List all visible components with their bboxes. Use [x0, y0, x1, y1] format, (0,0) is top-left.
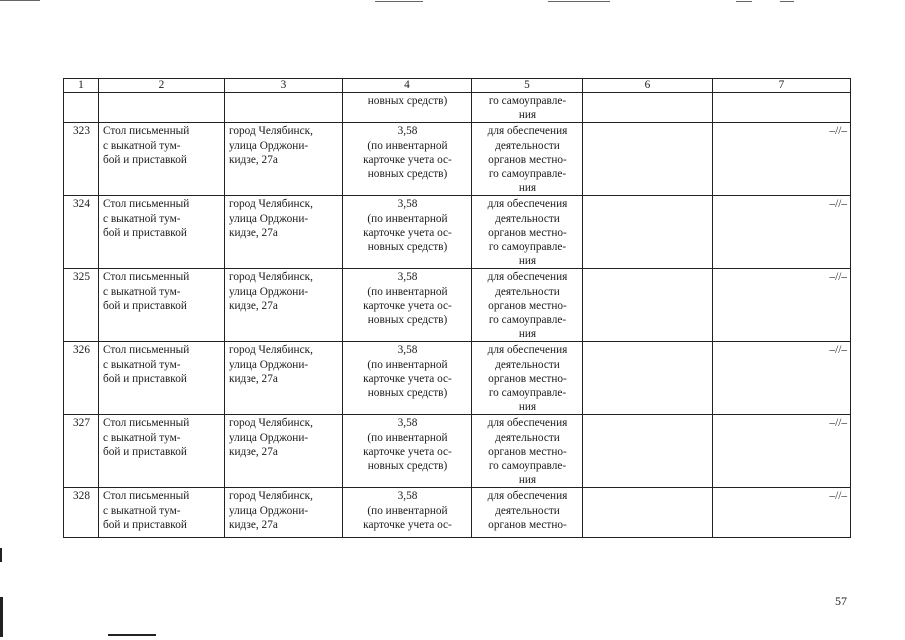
- cell-line: для обеспечения: [487, 417, 568, 430]
- cell-col6: [583, 269, 713, 342]
- cell-col7: –//–: [713, 342, 851, 415]
- cell-line: ния: [518, 401, 537, 414]
- cell-name: [99, 269, 225, 342]
- cell-col7: [713, 93, 851, 123]
- cell-line: карточке учета ос-: [363, 299, 452, 312]
- cell-line: бой и приставкой: [103, 226, 187, 239]
- cell-number: 326: [64, 342, 99, 415]
- cell-line: 3,58: [397, 490, 418, 503]
- table-row: [64, 269, 851, 342]
- cell-line: (по инвентарной: [367, 431, 448, 444]
- column-header: 2: [99, 79, 225, 93]
- cell-col7: –//–: [713, 415, 851, 488]
- cell-line: карточке учета ос-: [363, 372, 452, 385]
- cell-line: новных средств): [367, 460, 448, 473]
- cell-line: кидзе, 27а: [229, 226, 278, 239]
- cell-col6: [583, 93, 713, 123]
- cell-line: (по инвентарной: [367, 285, 448, 298]
- cell-line: город Челябинск,: [229, 271, 313, 284]
- cell-name: [99, 93, 225, 123]
- cell-name: [99, 342, 225, 415]
- cell-line: Стол письменный: [103, 490, 190, 503]
- scan-artifact-line: [780, 1, 794, 2]
- cell-name: [99, 415, 225, 488]
- cell-line: бой и приставкой: [103, 518, 187, 531]
- cell-address: [225, 269, 343, 342]
- cell-line: карточке учета ос-: [363, 445, 452, 458]
- cell-line: 3,58: [397, 344, 418, 357]
- cell-line: (по инвентарной: [367, 504, 448, 517]
- cell-line: с выкатной тум-: [103, 431, 181, 444]
- cell-line: с выкатной тум-: [103, 358, 181, 371]
- cell-line: с выкатной тум-: [103, 212, 181, 225]
- scan-edge-mark: [0, 597, 3, 637]
- cell-line: (по инвентарной: [367, 358, 448, 371]
- cell-line: 3,58: [397, 271, 418, 284]
- cell-line: для обеспечения: [487, 125, 568, 138]
- cell-purpose: [472, 123, 583, 196]
- cell-purpose: [472, 415, 583, 488]
- cell-line: город Челябинск,: [229, 490, 313, 503]
- column-header: 3: [225, 79, 343, 93]
- cell-line: ния: [518, 255, 537, 268]
- cell-line: улица Орджони-: [229, 212, 309, 225]
- cell-line: ния: [518, 328, 537, 341]
- table-row: [64, 342, 851, 415]
- cell-col7: –//–: [713, 488, 851, 538]
- cell-line: с выкатной тум-: [103, 504, 181, 517]
- table-row: [64, 415, 851, 488]
- cell-purpose: [472, 269, 583, 342]
- table-row: [64, 123, 851, 196]
- scan-edge-mark: [0, 548, 2, 562]
- cell-number: 323: [64, 123, 99, 196]
- column-header: 6: [583, 79, 713, 93]
- cell-number: 327: [64, 415, 99, 488]
- cell-line: Стол письменный: [103, 344, 190, 357]
- cell-line: Стол письменный: [103, 198, 190, 211]
- cell-number: 325: [64, 269, 99, 342]
- cell-line: город Челябинск,: [229, 125, 313, 138]
- cell-line: го самоуправле-: [488, 460, 567, 473]
- table-row: [64, 196, 851, 269]
- cell-line: ния: [518, 474, 537, 487]
- cell-line: деятельности: [495, 285, 560, 298]
- column-header: 4: [343, 79, 472, 93]
- cell-line: улица Орджони-: [229, 431, 309, 444]
- cell-value: [343, 123, 472, 196]
- cell-line: бой и приставкой: [103, 372, 187, 385]
- cell-line: деятельности: [495, 504, 560, 517]
- cell-line: кидзе, 27а: [229, 445, 278, 458]
- cell-line: органов местно-: [488, 518, 567, 531]
- cell-address: [225, 93, 343, 123]
- scan-artifact-line: [548, 1, 610, 2]
- cell-line: (по инвентарной: [367, 139, 448, 152]
- cell-line: карточке учета ос-: [363, 153, 452, 166]
- cell-line: 3,58: [397, 125, 418, 138]
- cell-col6: [583, 123, 713, 196]
- cell-number: 324: [64, 196, 99, 269]
- cell-line: бой и приставкой: [103, 153, 187, 166]
- cell-line: город Челябинск,: [229, 344, 313, 357]
- cell-line: бой и приставкой: [103, 445, 187, 458]
- cell-line: новных средств): [367, 314, 448, 327]
- cell-value: [343, 488, 472, 538]
- cell-line: карточке учета ос-: [363, 518, 452, 531]
- cell-value: [343, 342, 472, 415]
- cell-line: с выкатной тум-: [103, 285, 181, 298]
- cell-line: новных средств): [367, 387, 448, 400]
- cell-col7: –//–: [713, 269, 851, 342]
- column-header: 1: [64, 79, 99, 93]
- cell-purpose: [472, 196, 583, 269]
- cell-line: го самоуправле-: [488, 241, 567, 254]
- cell-line: органов местно-: [488, 372, 567, 385]
- cell-line: органов местно-: [488, 226, 567, 239]
- scan-artifact-line: [736, 1, 752, 2]
- cell-value: [343, 93, 472, 123]
- cell-line: город Челябинск,: [229, 417, 313, 430]
- cell-col7: –//–: [713, 196, 851, 269]
- cell-line: органов местно-: [488, 445, 567, 458]
- cell-line: Стол письменный: [103, 417, 190, 430]
- cell-address: [225, 196, 343, 269]
- cell-line: го самоуправле-: [488, 387, 567, 400]
- cell-line: улица Орджони-: [229, 358, 309, 371]
- column-header: 5: [472, 79, 583, 93]
- cell-address: [225, 488, 343, 538]
- cell-col6: [583, 415, 713, 488]
- cell-line: с выкатной тум-: [103, 139, 181, 152]
- column-header: 7: [713, 79, 851, 93]
- cell-line: для обеспечения: [487, 271, 568, 284]
- cell-line: кидзе, 27а: [229, 299, 278, 312]
- cell-purpose: [472, 342, 583, 415]
- cell-purpose: [472, 488, 583, 538]
- page-number: 57: [835, 594, 847, 608]
- cell-line: для обеспечения: [487, 198, 568, 211]
- scan-edge-mark: [108, 634, 156, 636]
- cell-line: бой и приставкой: [103, 299, 187, 312]
- cell-line: улица Орджони-: [229, 139, 309, 152]
- table-header-row: [64, 79, 851, 93]
- cell-line: ния: [518, 182, 537, 195]
- cell-line: органов местно-: [488, 153, 567, 166]
- cell-line: улица Орджони-: [229, 504, 309, 517]
- scan-artifact-line: [375, 1, 423, 2]
- table-row-continuation: [64, 93, 851, 123]
- cell-line: го самоуправле-: [488, 95, 567, 107]
- cell-address: [225, 415, 343, 488]
- cell-line: кидзе, 27а: [229, 518, 278, 531]
- cell-value: [343, 415, 472, 488]
- scan-artifact-line: [0, 0, 40, 1]
- cell-line: новных средств): [367, 95, 448, 107]
- cell-col6: [583, 342, 713, 415]
- cell-line: 3,58: [397, 198, 418, 211]
- cell-line: деятельности: [495, 212, 560, 225]
- cell-purpose: [472, 93, 583, 123]
- cell-line: кидзе, 27а: [229, 153, 278, 166]
- cell-line: город Челябинск,: [229, 198, 313, 211]
- cell-line: для обеспечения: [487, 344, 568, 357]
- cell-line: деятельности: [495, 431, 560, 444]
- cell-line: ния: [518, 109, 537, 122]
- cell-name: [99, 488, 225, 538]
- cell-number: 328: [64, 488, 99, 538]
- cell-address: [225, 123, 343, 196]
- cell-line: го самоуправле-: [488, 168, 567, 181]
- cell-line: новных средств): [367, 241, 448, 254]
- property-register-table: [63, 78, 851, 538]
- cell-line: новных средств): [367, 168, 448, 181]
- cell-line: (по инвентарной: [367, 212, 448, 225]
- cell-line: кидзе, 27а: [229, 372, 278, 385]
- cell-col7: –//–: [713, 123, 851, 196]
- cell-address: [225, 342, 343, 415]
- cell-line: карточке учета ос-: [363, 226, 452, 239]
- cell-number: [64, 93, 99, 123]
- cell-line: органов местно-: [488, 299, 567, 312]
- cell-line: 3,58: [397, 417, 418, 430]
- cell-line: Стол письменный: [103, 271, 190, 284]
- cell-line: Стол письменный: [103, 125, 190, 138]
- cell-line: го самоуправле-: [488, 314, 567, 327]
- cell-name: [99, 123, 225, 196]
- cell-value: [343, 269, 472, 342]
- cell-line: улица Орджони-: [229, 285, 309, 298]
- cell-col6: [583, 196, 713, 269]
- cell-line: для обеспечения: [487, 490, 568, 503]
- cell-name: [99, 196, 225, 269]
- cell-line: деятельности: [495, 139, 560, 152]
- cell-value: [343, 196, 472, 269]
- cell-line: деятельности: [495, 358, 560, 371]
- table-row: [64, 488, 851, 538]
- cell-col6: [583, 488, 713, 538]
